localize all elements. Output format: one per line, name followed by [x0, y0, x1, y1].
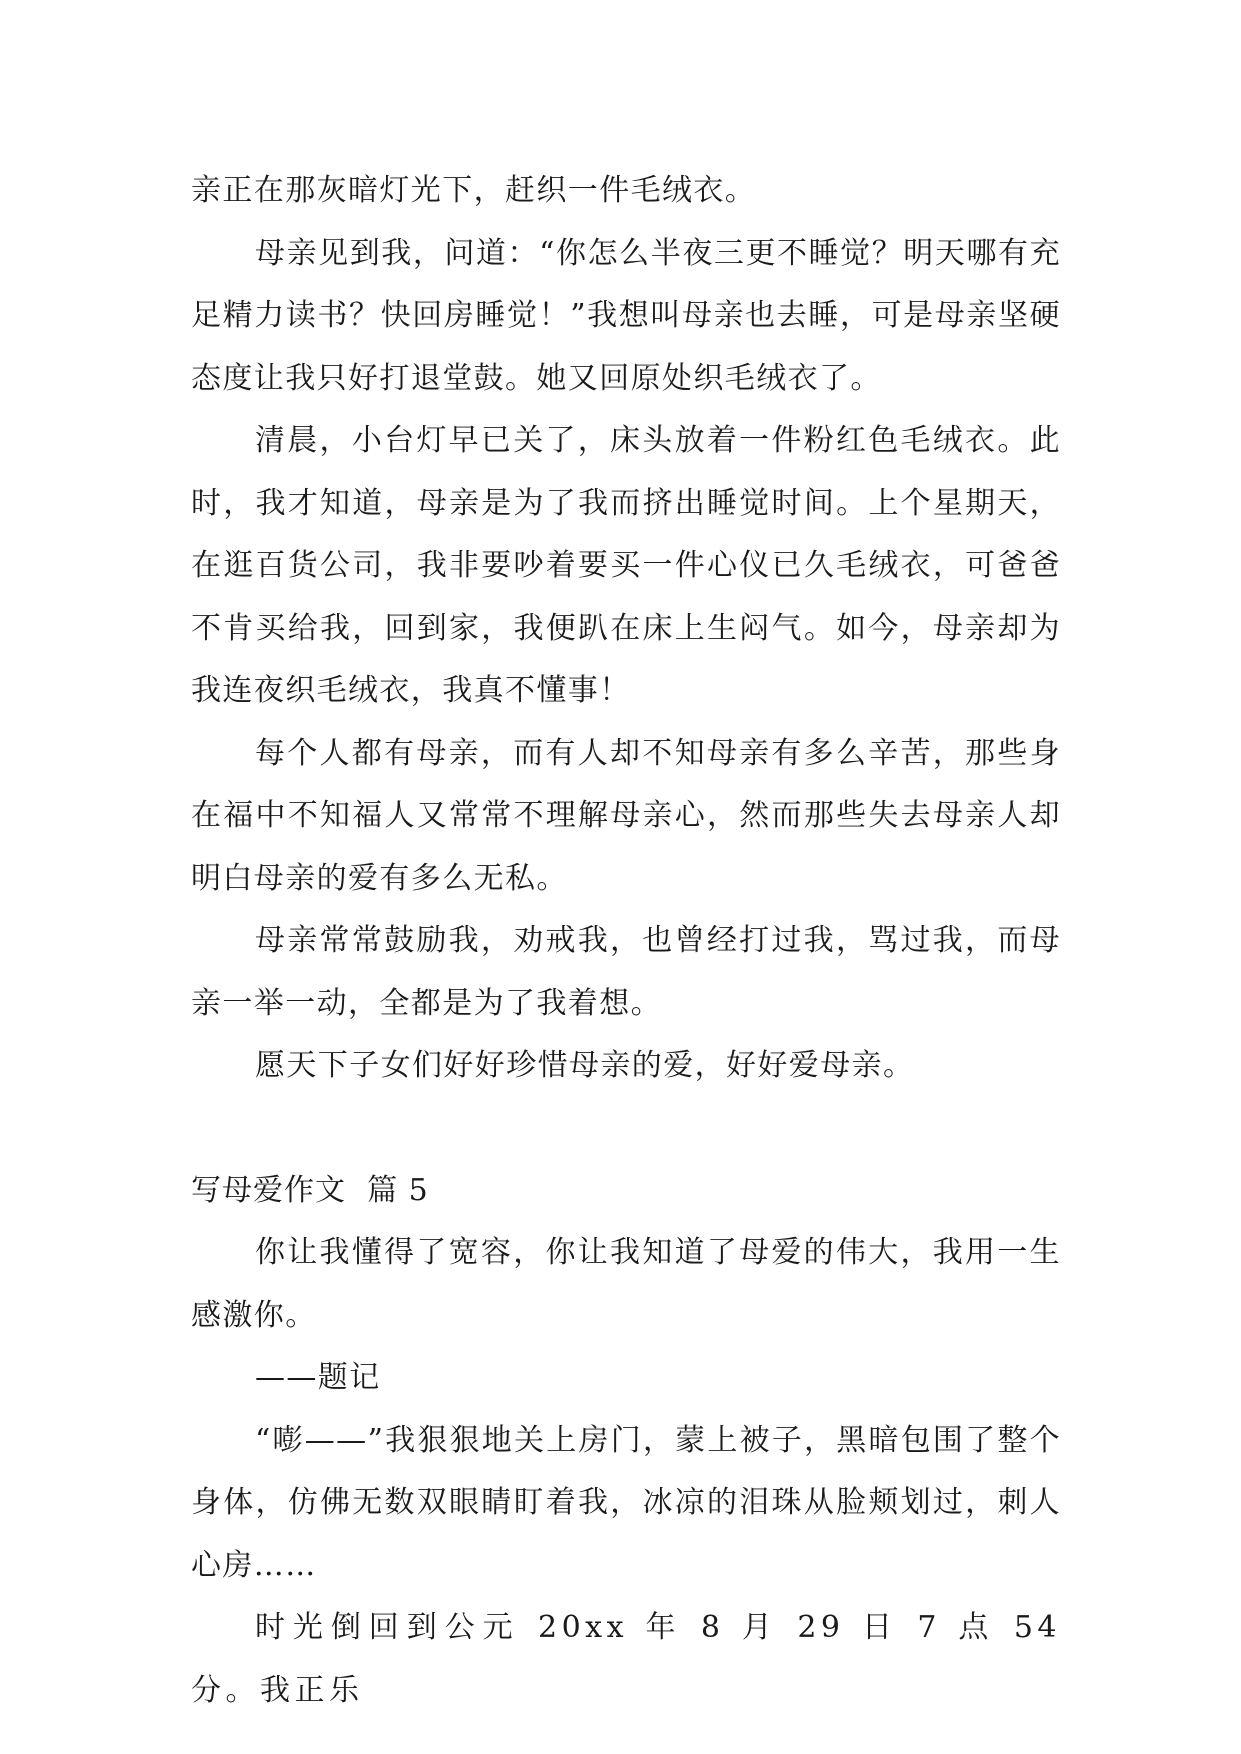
- paragraph-continued: 亲正在那灰暗灯光下，赶织一件毛绒衣。: [191, 173, 757, 208]
- paragraph-time-rewind: 时光倒回到公元 20xx 年 8 月 29 日 7 点 54 分。我正乐: [191, 1610, 1061, 1708]
- paragraph-encouragement: 母亲常常鼓励我，劝戒我，也曾经打过我，骂过我，而母亲一举一动，全都是为了我着想。: [191, 923, 1061, 1021]
- paragraph-epigraph: 你让我懂得了宽容，你让我知道了母爱的伟大，我用一生感激你。: [191, 1235, 1061, 1333]
- document-body: [191, 160, 1061, 1722]
- paragraph-mother-question: 母亲见到我，问道：“你怎么半夜三更不睡觉？明天哪有充足精力读书？快回房睡觉！”我想叫母亲也去睡，可是母亲坚硬态度让我只好打退堂鼓。她又回原处织毛绒衣了。: [191, 235, 1061, 396]
- paragraph-door-slam: “嘭——”我狠狠地关上房门，蒙上被子，黑暗包围了整个身体，仿佛无数双眼睛盯着我，冰凉的泪珠从脸颊划过，刺人心房……: [191, 1422, 1061, 1583]
- paragraph-morning: 清晨，小台灯早已关了，床头放着一件粉红色毛绒衣。此时，我才知道，母亲是为了我而挤出睡觉时间。上个星期天，在逛百货公司，我非要吵着要买一件心仪已久毛绒衣，可爸爸不肯买给我，回到家，我便趴在床上生闷气。如今，母亲却为我连夜织毛绒衣，我真不懂事！: [191, 423, 1061, 708]
- paragraph-epigraph-note: ——题记: [255, 1360, 381, 1395]
- section-heading: 写母爱作文 篇 5: [191, 1172, 429, 1208]
- paragraph-everyone-has-mother: 每个人都有母亲，而有人却不知母亲有多么辛苦，那些身在福中不知福人又常常不理解母亲心，然而那些失去母亲人却明白母亲的爱有多么无私。: [191, 735, 1061, 896]
- paragraph-wish: 愿天下子女们好好珍惜母亲的爱，好好爱母亲。: [255, 1048, 915, 1083]
